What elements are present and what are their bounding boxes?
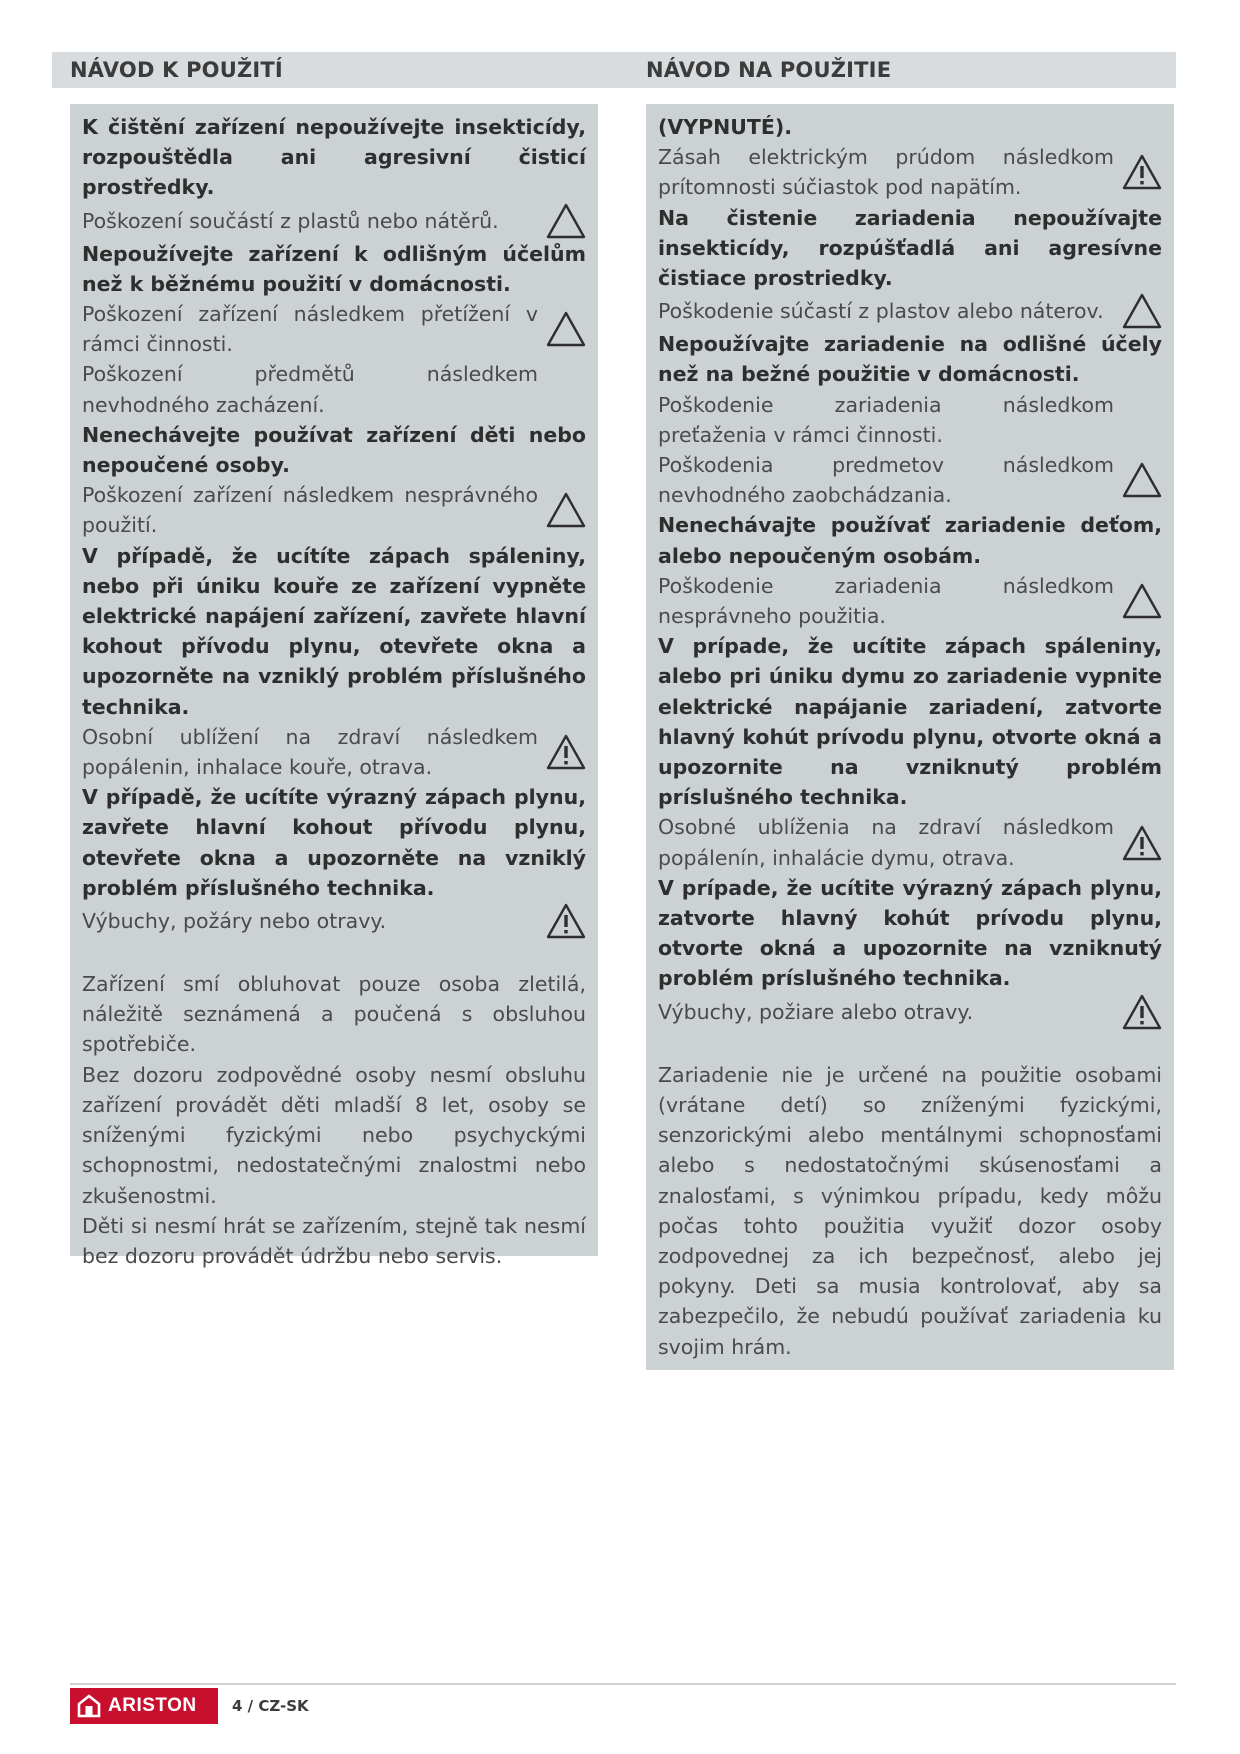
consequence-text: Poškození zařízení následkem nesprávného použití. [82,483,538,538]
warning-item [658,631,1162,873]
warning-item [82,112,586,239]
warning-item [82,420,586,541]
warning-item [82,782,586,939]
slovak-paragraphs [658,1060,1162,1362]
warning-text: V případě, že ucítíte zápach spáleniny, nebo při úniku kouře ze zařízení vypněte elektrické napájení zařízení, zavřete hlavní kohout přívodu plynu, otevřete okna a upozorněte na vzniklý problém příslušného technika. [82,543,586,719]
ariston-logo [70,1688,218,1724]
warning-triangle-icon [1122,293,1162,329]
warning-triangle-icon [1122,583,1162,619]
warning-item [658,112,1162,203]
consequence-text: Výbuchy, požiare alebo otravy. [658,999,974,1024]
right-section-title: NÁVOD NA POUŽITIE [646,58,892,82]
warning-text: K čištění zařízení nepoužívejte insekticídy, rozpouštědla ani agresivní čisticí prostředky. [82,115,586,200]
warning-text: Na čistenie zariadenia nepoužívajte insekticídy, rozpúšťadlá ani agresívne čistiace prostriedky. [658,205,1162,291]
consequence-text: Poškodenie zariadenia následkom preťaženia v rámci činnosti. [658,392,1114,447]
warning-item [658,450,1162,510]
consequence-text: Osobní ublížení na zdraví následkem popálenin, inhalace kouře, otrava. [82,724,538,780]
consequence-text: Poškození předmětů následkem nevhodného zacházení. [82,362,538,417]
czech-paragraphs [82,969,586,1271]
info-paragraph: Děti si nesmí hrát se zařízením, stejně tak nesmí bez dozoru provádět údržbu nebo servis. [82,1213,586,1268]
left-section-title: NÁVOD K POUŽITÍ [70,58,283,82]
consequence-text: Poškodenia predmetov následkom nevhodného zaobchádzania. [658,453,1114,508]
czech-instructions-box [70,104,598,1268]
consequence-text: Poškození součástí z plastů nebo nátěrů. [82,208,499,233]
warning-text: V prípade, že ucítite zápach spáleniny, alebo pri úniku dymu zo zariadenie vypnite elektrické napájanie zariadení, zatvorte hlavný kohút prívodu plynu, otvorte okná a upozornite na vzniknutý problém príslušného technika. [658,634,1162,810]
consequence-text: Osobné ublíženia na zdraví následkom popálenín, inhalácie dymu, otrava. [658,815,1114,870]
warning-exclamation-icon [546,734,586,770]
warning-text: Nepoužívajte zariadenie na odlišné účely než na bežné použitie v domácnosti. [658,332,1162,387]
warning-triangle-icon [546,492,586,528]
consequence-text: Poškodenie súčastí z plastov alebo náterov. [658,299,1104,324]
warning-text: Nepoužívejte zařízení k odlišným účelům než k běžnému použití v domácnosti. [82,241,586,296]
warning-text: (VYPNUTÉ). [658,115,793,139]
warning-exclamation-icon [546,903,586,939]
info-paragraph: Zařízení smí obluhovat pouze osoba zletilá, náležitě seznámená a poučená s obsluhou spotřebiče. [82,972,586,1057]
warning-item [82,239,586,360]
page-number: 4 / CZ-SK [232,1697,309,1715]
warning-text: Nenechávajte používať zariadenie deťom, alebo nepoučeným osobám. [658,513,1162,568]
warning-item [658,329,1162,450]
warning-triangle-icon [546,311,586,347]
warning-item [82,359,586,419]
warning-item [658,203,1162,330]
consequence-text: Poškodenie zariadenia následkom nesprávneho použitia. [658,573,1114,629]
info-paragraph: Bez dozoru zodpovědné osoby nesmí obsluhu zařízení provádět děti mladší 8 let, osoby se sníženými fyzickými nebo psychyckými schopnostmi, nedostatečnými znalostmi nebo zkušenostmi. [82,1062,586,1208]
warning-item [82,541,586,783]
warning-text: V případě, že ucítíte výrazný zápach plynu, zavřete hlavní kohout přívodu plynu, otevřete okna a upozorněte na vzniklý problém příslušného technika. [82,785,586,900]
warning-triangle-icon [1122,462,1162,498]
slovak-warning-list [658,112,1162,1030]
footer-divider [70,1683,1176,1685]
ariston-house-icon [76,1693,102,1719]
warning-exclamation-icon [1122,154,1162,190]
warning-item [658,510,1162,631]
consequence-text: Výbuchy, požáry nebo otravy. [82,908,387,933]
warning-exclamation-icon [1122,825,1162,861]
warning-exclamation-icon [1122,994,1162,1030]
consequence-text: Poškození zařízení následkem přetížení v rámci činnosti. [82,302,538,357]
consequence-text: Zásah elektrickým prúdom následkom prítomnosti súčiastok pod napätím. [658,145,1114,200]
warning-item [658,873,1162,1030]
warning-triangle-icon [546,203,586,239]
header-bar [52,52,1176,88]
czech-warning-list [82,112,586,939]
warning-text: Nenechávejte používat zařízení děti nebo nepoučené osoby. [82,422,586,478]
slovak-instructions-box [646,104,1174,1370]
brand-name: ARISTON [108,1695,197,1716]
info-paragraph: Zariadenie nie je určené na použitie osobami (vrátane detí) so zníženými fyzickými, senzorickými alebo mentálnymi schopnosťami alebo s nedostatočnými skúsenosťami a znalosťami, s výnimkou prípadu, kedy môžu počas tohto použitia využiť dozor osoby zodpovednej za ich bezpečnosť, alebo jej pokyny. Deti sa musia kontrolovať, aby sa zabezpečilo, že nebudú používať zariadenia ku svojim hrám. [658,1062,1162,1359]
warning-text: V prípade, že ucítite výrazný zápach plynu, zatvorte hlavný kohút prívodu plynu, otvorte okná a upozornite na vzniknutý problém príslušného technika. [658,875,1162,991]
